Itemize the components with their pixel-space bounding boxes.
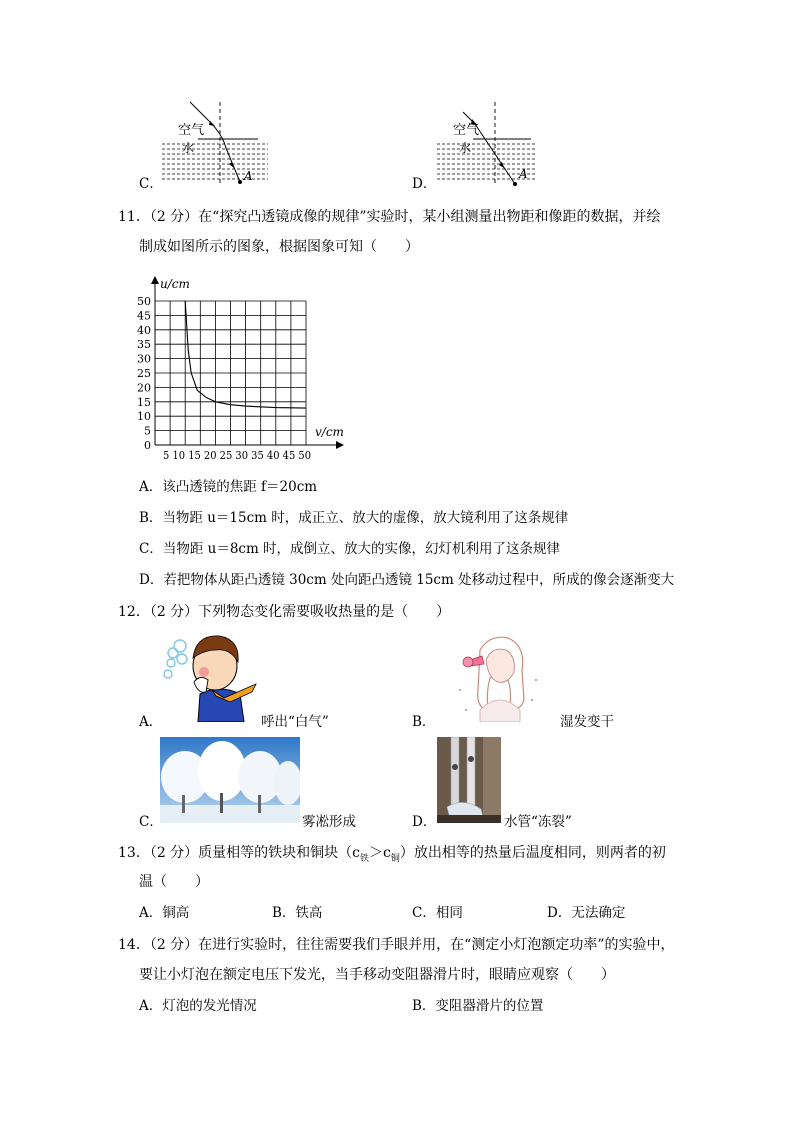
air-label: 空气 [453,123,480,138]
q14-option-a[interactable]: A．灯泡的发光情况 [139,998,257,1014]
q14-stem-line2: 要让小灯泡在额定电压下发光，当手移动变阻器滑片时，眼睛应观察（ ） [139,967,615,983]
q11-stem-line2: 制成如图所示的图象，根据图象可知（ ） [139,239,419,255]
air-label: 空气 [178,123,205,138]
y-tick-label: 35 [137,338,151,352]
q13-option-a[interactable]: A．铜高 [139,905,190,921]
water-label: 水 [459,141,472,155]
q10-diagram-c [160,100,275,188]
q11-option-c[interactable]: C．当物距 u＝8cm 时，成倒立、放大的实像，幻灯机利用了这条规律 [139,541,561,557]
q12-option-c-caption: 雾凇形成 [302,814,356,830]
q12-stem: 12．（2 分）下列物态变化需要吸收热量的是（ ） [118,604,451,620]
rime-trees-image[interactable] [160,737,300,823]
ray-arrow [209,121,215,126]
boy-breath-image[interactable] [160,628,260,722]
q12-option-d-label[interactable]: D． [412,814,437,830]
x-axis-arrow [336,441,344,449]
q13-gt: ＞c [369,845,391,861]
q10-diagram-d [435,100,550,188]
point-a-label: A [244,169,253,183]
subscript-iron: 铁 [360,853,370,864]
y-tick-label: 10 [137,410,151,424]
q12-option-b-label[interactable]: B． [412,714,436,730]
q13-stem-part1: 13．（2 分）质量相等的铁块和铜块（c [118,845,361,861]
q13-option-d[interactable]: D．无法确定 [547,905,626,921]
q11-stem-line1: 11．（2 分）在“探究凸透镜成像的规律”实验时，某小组测量出物距和像距的数据，并绘 [118,209,661,225]
q12-option-a-label[interactable]: A． [139,714,163,730]
y-tick-label: 30 [137,352,151,366]
q13-option-b[interactable]: B．铁高 [272,905,323,921]
q13-option-c[interactable]: C．相同 [412,905,463,921]
q11-option-a[interactable]: A．该凸透镜的焦距 f＝20cm [139,479,318,495]
q12-option-c-label[interactable]: C． [139,814,163,830]
chart-grid [155,301,306,445]
x-axis-label: v/cm [315,425,344,439]
subscript-copper: 铜 [390,853,400,864]
y-tick-label: 50 [137,295,151,308]
y-tick-label: 45 [137,309,151,323]
q11-option-d[interactable]: D．若把物体从距凸透镜 30cm 处向距凸透镜 15cm 处移动过程中，所成的像会逐渐变大 [139,572,675,588]
q13-stem-line1 [118,843,666,869]
point-a-dot [238,180,242,184]
q12-option-a-caption: 呼出“白气” [261,714,329,730]
q12-option-d-caption: 水管“冻裂” [504,814,572,830]
ray-arrow [499,162,504,168]
water-label: 水 [182,141,195,155]
light-ray [190,102,240,182]
q10-option-d-label[interactable]: D． [412,176,437,192]
point-a-dot [513,182,517,186]
q10-option-c-label[interactable]: C． [139,176,163,192]
y-tick-label: 20 [137,381,151,395]
point-a-label: A [519,167,528,181]
y-tick-label: 40 [137,323,151,337]
y-tick-label: 25 [137,367,151,380]
q11-chart [118,268,358,468]
q14-option-b[interactable]: B．变阻器滑片的位置 [412,998,544,1014]
y-tick-label: 15 [137,395,151,409]
q11-option-b[interactable]: B．当物距 u＝15cm 时，成正立、放大的虚像，放大镜利用了这条规律 [139,510,569,526]
y-tick-label: 5 [144,424,151,438]
y-axis-arrow [151,276,159,284]
hair-drying-image[interactable] [440,630,550,722]
y-tick-label: 0 [144,439,151,452]
x-tick-labels: 5 10 15 20 25 30 35 40 45 50 [163,448,311,462]
frozen-pipe-image[interactable] [437,737,501,823]
y-axis-label: u/cm [160,277,190,291]
y-tick-labels [137,295,151,452]
q12-option-b-caption: 湿发变干 [560,714,614,730]
q13-stem-line2: 温（ ） [139,874,209,890]
q14-stem-line1: 14．（2 分）在进行实验时，往往需要我们手眼并用，在“测定小灯泡额定功率”的实验中， [118,937,675,953]
q13-stem-part2: ）放出相等的热量后温度相同，则两者的初 [399,845,666,861]
